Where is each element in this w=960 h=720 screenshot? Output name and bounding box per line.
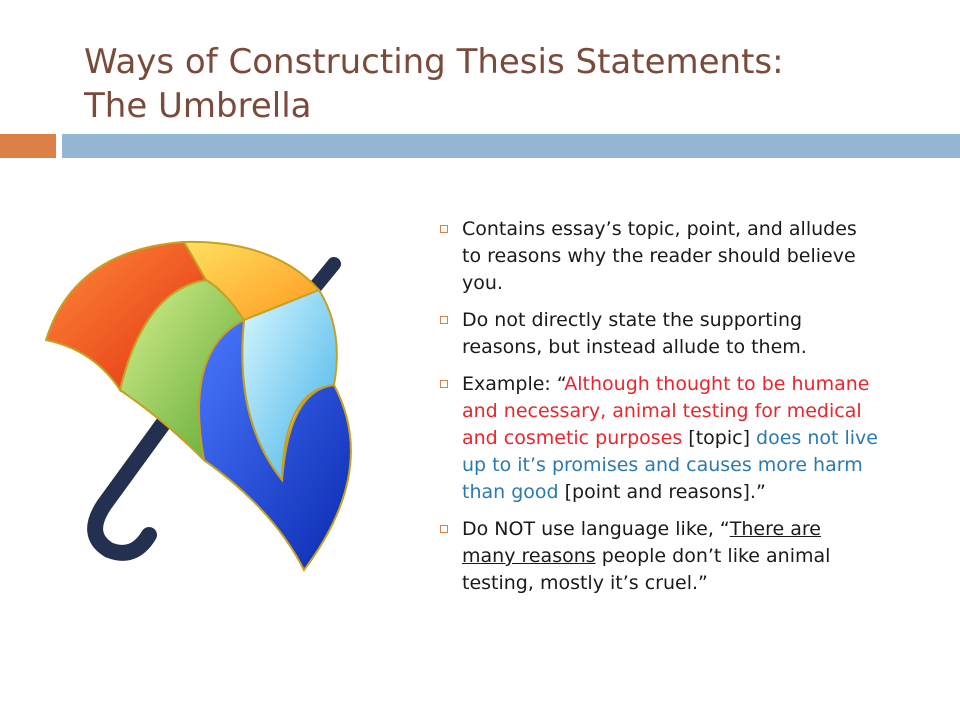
accent-bar-orange [0, 134, 56, 158]
bullet-text: Contains essay’s topic, point, and alludes to reasons why the reader should believe you. [462, 218, 857, 294]
slide-title-line-1: Ways of Constructing Thesis Statements: [84, 42, 784, 82]
point-text: does not live up to it’s promises and causes more harm than good [462, 427, 878, 503]
umbrella-tip [316, 264, 334, 286]
topic-tag: [topic] [682, 427, 757, 449]
slide-title-line-2: The Umbrella [84, 86, 312, 126]
bullet-text-suffix: people don’t like animal testing, mostly it’s cruel.” [462, 545, 831, 594]
bullet-item-4 [438, 516, 878, 597]
slide-title [84, 40, 904, 128]
bullet-item-3 [438, 371, 878, 506]
umbrella-icon [34, 220, 384, 580]
bullet-text-prefix: Example: “ [462, 373, 565, 395]
square-bullet-icon [440, 525, 448, 533]
underlined-phrase: There are many reasons [462, 518, 821, 567]
square-bullet-icon [440, 225, 448, 233]
square-bullet-icon [440, 316, 448, 324]
accent-bar-blue [62, 134, 960, 158]
topic-text: Although thought to be humane and necessary, animal testing for medical and cosmetic purposes [462, 373, 870, 449]
point-tag: [point and reasons].” [558, 481, 766, 503]
bullet-list [438, 216, 878, 607]
bullet-text: Do not directly state the supporting reasons, but instead allude to them. [462, 309, 807, 358]
bullet-text-prefix: Do NOT use language like, “ [462, 518, 730, 540]
square-bullet-icon [440, 380, 448, 388]
bullet-item-2 [438, 307, 878, 361]
bullet-item-1 [438, 216, 878, 297]
